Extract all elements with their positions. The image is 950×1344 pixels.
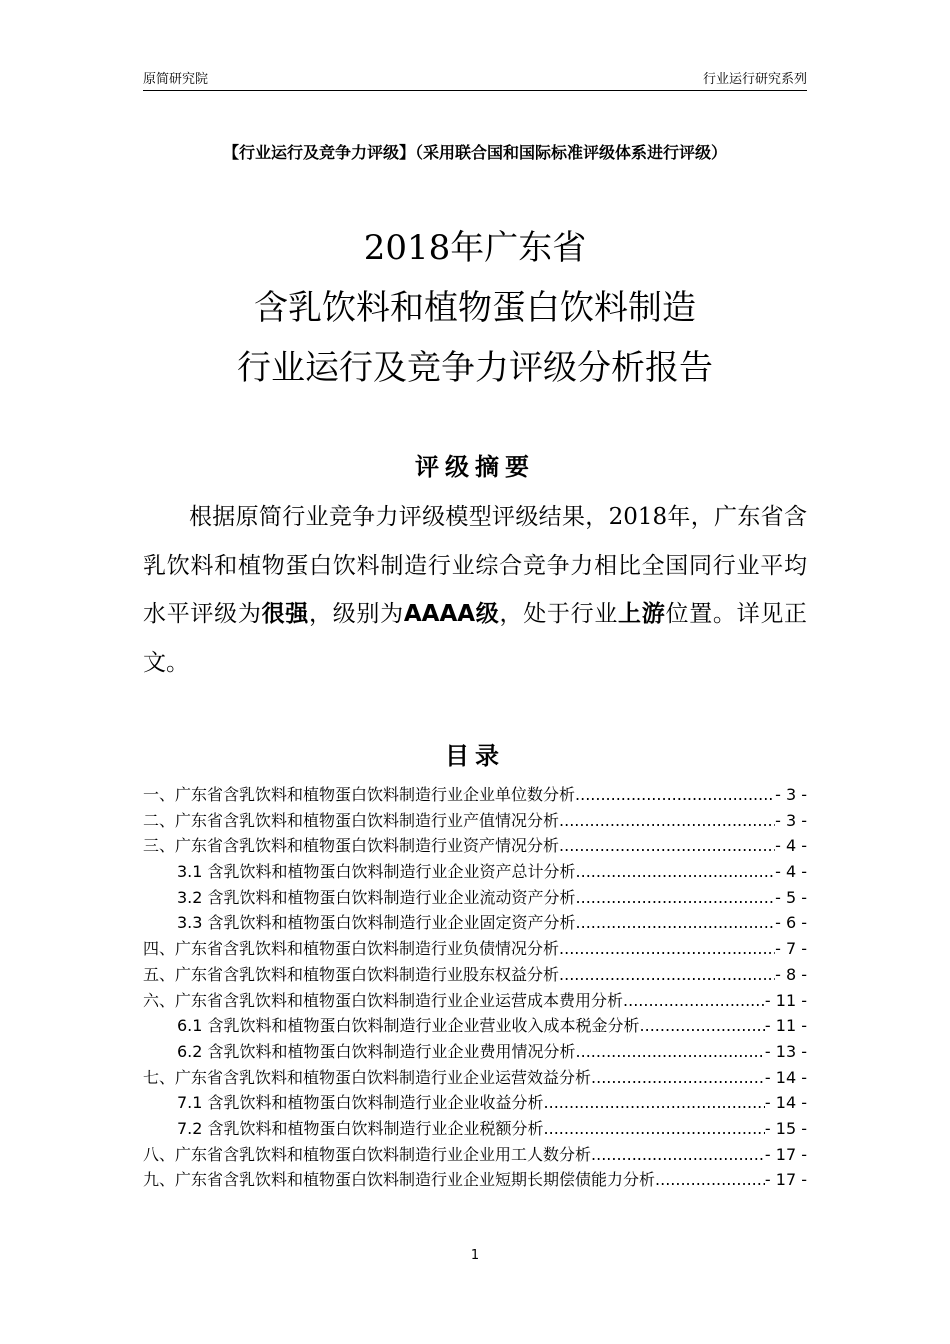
toc-entry-title: 五、广东省含乳饮料和植物蛋白饮料制造行业股东权益分析 xyxy=(143,964,560,984)
toc-entry[interactable] xyxy=(143,910,807,936)
toc-entry[interactable] xyxy=(143,1090,807,1116)
toc-leader xyxy=(576,859,776,885)
toc-entry-title: 3.3 含乳饮料和植物蛋白饮料制造行业企业固定资产分析 xyxy=(177,913,576,933)
toc-leader xyxy=(640,1013,765,1039)
toc-entry[interactable] xyxy=(143,1142,807,1168)
toc-entry-title: 二、广东省含乳饮料和植物蛋白饮料制造行业产值情况分析 xyxy=(143,810,560,830)
toc-entry-title: 四、广东省含乳饮料和植物蛋白饮料制造行业负债情况分析 xyxy=(143,939,560,959)
toc-entry[interactable] xyxy=(143,1039,807,1065)
toc-entry-title: 7.2 含乳饮料和植物蛋白饮料制造行业企业税额分析 xyxy=(177,1118,544,1138)
title-line-3: 行业运行及竞争力评级分析报告 xyxy=(237,348,713,388)
toc-leader xyxy=(544,1116,765,1142)
rating-tagline: 【行业运行及竞争力评级】（采用联合国和国际标准评级体系进行评级） xyxy=(222,143,727,162)
page-number: 1 xyxy=(470,1248,480,1263)
toc-entry-title: 八、广东省含乳饮料和植物蛋白饮料制造行业企业用工人数分析 xyxy=(143,1144,592,1164)
title-line-2: 含乳饮料和植物蛋白饮料制造 xyxy=(254,288,696,328)
toc-leader xyxy=(559,962,775,988)
toc-entry-page: - 8 - xyxy=(775,964,807,984)
toc-entry-title: 3.1 含乳饮料和植物蛋白饮料制造行业企业资产总计分析 xyxy=(177,862,576,882)
rating-level: AAAA级 xyxy=(403,601,500,627)
toc-entry-title: 3.2 含乳饮料和植物蛋白饮料制造行业企业流动资产分析 xyxy=(177,887,576,907)
toc-entry[interactable] xyxy=(143,962,807,988)
toc-entry-page: - 5 - xyxy=(775,887,807,907)
toc-entry-title: 6.1 含乳饮料和植物蛋白饮料制造行业企业营业收入成本税金分析 xyxy=(177,1016,640,1036)
toc-entry[interactable] xyxy=(143,936,807,962)
toc-leader xyxy=(544,1090,765,1116)
summary-text: 位置。详见正文。 xyxy=(143,601,808,676)
toc-entry[interactable] xyxy=(143,833,807,859)
toc-entry-page: - 15 - xyxy=(764,1118,807,1138)
header-org: 原简研究院 xyxy=(143,72,209,87)
toc-entry[interactable] xyxy=(143,1116,807,1142)
toc-leader xyxy=(623,988,765,1014)
toc-entry-page: - 11 - xyxy=(764,990,807,1010)
rating-strength: 很强 xyxy=(261,601,309,627)
toc-entry-title: 三、广东省含乳饮料和植物蛋白饮料制造行业资产情况分析 xyxy=(143,836,560,856)
toc-leader xyxy=(559,833,775,859)
toc-entry-title: 九、广东省含乳饮料和植物蛋白饮料制造行业企业短期长期偿债能力分析 xyxy=(143,1170,656,1190)
summary-text: 根据原简行业竞争力评级模型评级结果，2018年，广东省含乳饮料和植物蛋白饮料制造行业综合竞争力相比全国同行业平均水平评级为 xyxy=(143,504,807,627)
header-series: 行业运行研究系列 xyxy=(702,72,807,87)
toc-leader xyxy=(559,808,775,834)
toc-leader xyxy=(576,1039,765,1065)
toc-leader xyxy=(559,936,775,962)
toc-leader xyxy=(591,1065,765,1091)
toc-entry[interactable] xyxy=(143,859,807,885)
toc-entry-title: 七、广东省含乳饮料和植物蛋白饮料制造行业企业运营效益分析 xyxy=(143,1067,592,1087)
toc-entry-title: 7.1 含乳饮料和植物蛋白饮料制造行业企业收益分析 xyxy=(177,1093,544,1113)
toc-entry-page: - 17 - xyxy=(764,1144,807,1164)
toc-entry-page: - 4 - xyxy=(775,836,807,856)
toc-entry-page: - 3 - xyxy=(775,810,807,830)
table-of-contents xyxy=(143,782,807,1193)
toc-entry-title: 一、广东省含乳饮料和植物蛋白饮料制造行业企业单位数分析 xyxy=(143,785,576,804)
toc-entry[interactable] xyxy=(143,988,807,1014)
toc-entry[interactable] xyxy=(143,782,807,808)
summary-text: ，处于行业 xyxy=(499,601,619,627)
summary-text: ，级别为 xyxy=(309,601,404,627)
toc-entry[interactable] xyxy=(143,885,807,911)
toc-entry-page: - 7 - xyxy=(775,939,807,959)
toc-entry-title: 六、广东省含乳饮料和植物蛋白饮料制造行业企业运营成本费用分析 xyxy=(143,990,624,1010)
summary-heading: 评级摘要 xyxy=(415,453,535,481)
toc-entry[interactable] xyxy=(143,808,807,834)
toc-entry-title: 6.2 含乳饮料和植物蛋白饮料制造行业企业费用情况分析 xyxy=(177,1041,576,1061)
toc-leader xyxy=(575,782,775,808)
toc-entry[interactable] xyxy=(143,1013,807,1039)
toc-leader xyxy=(591,1142,765,1168)
toc-entry-page: - 13 - xyxy=(764,1041,807,1061)
toc-leader xyxy=(576,910,776,936)
toc-entry-page: - 6 - xyxy=(775,913,807,933)
page-header xyxy=(143,68,807,91)
toc-entry-page: - 14 - xyxy=(764,1093,807,1113)
toc-entry-page: - 11 - xyxy=(764,1016,807,1036)
toc-entry-page: - 14 - xyxy=(764,1067,807,1087)
toc-entry-page: - 4 - xyxy=(775,862,807,882)
toc-leader xyxy=(576,885,776,911)
toc-leader xyxy=(655,1167,765,1193)
toc-entry-page: - 17 - xyxy=(764,1170,807,1190)
toc-entry[interactable] xyxy=(143,1065,807,1091)
summary-paragraph xyxy=(143,493,807,687)
toc-entry-page: - 3 - xyxy=(775,785,807,804)
toc-heading: 目录 xyxy=(445,742,505,770)
toc-entry[interactable] xyxy=(143,1167,807,1193)
rating-position: 上游 xyxy=(618,601,666,627)
title-line-1: 2018年广东省 xyxy=(363,228,587,268)
